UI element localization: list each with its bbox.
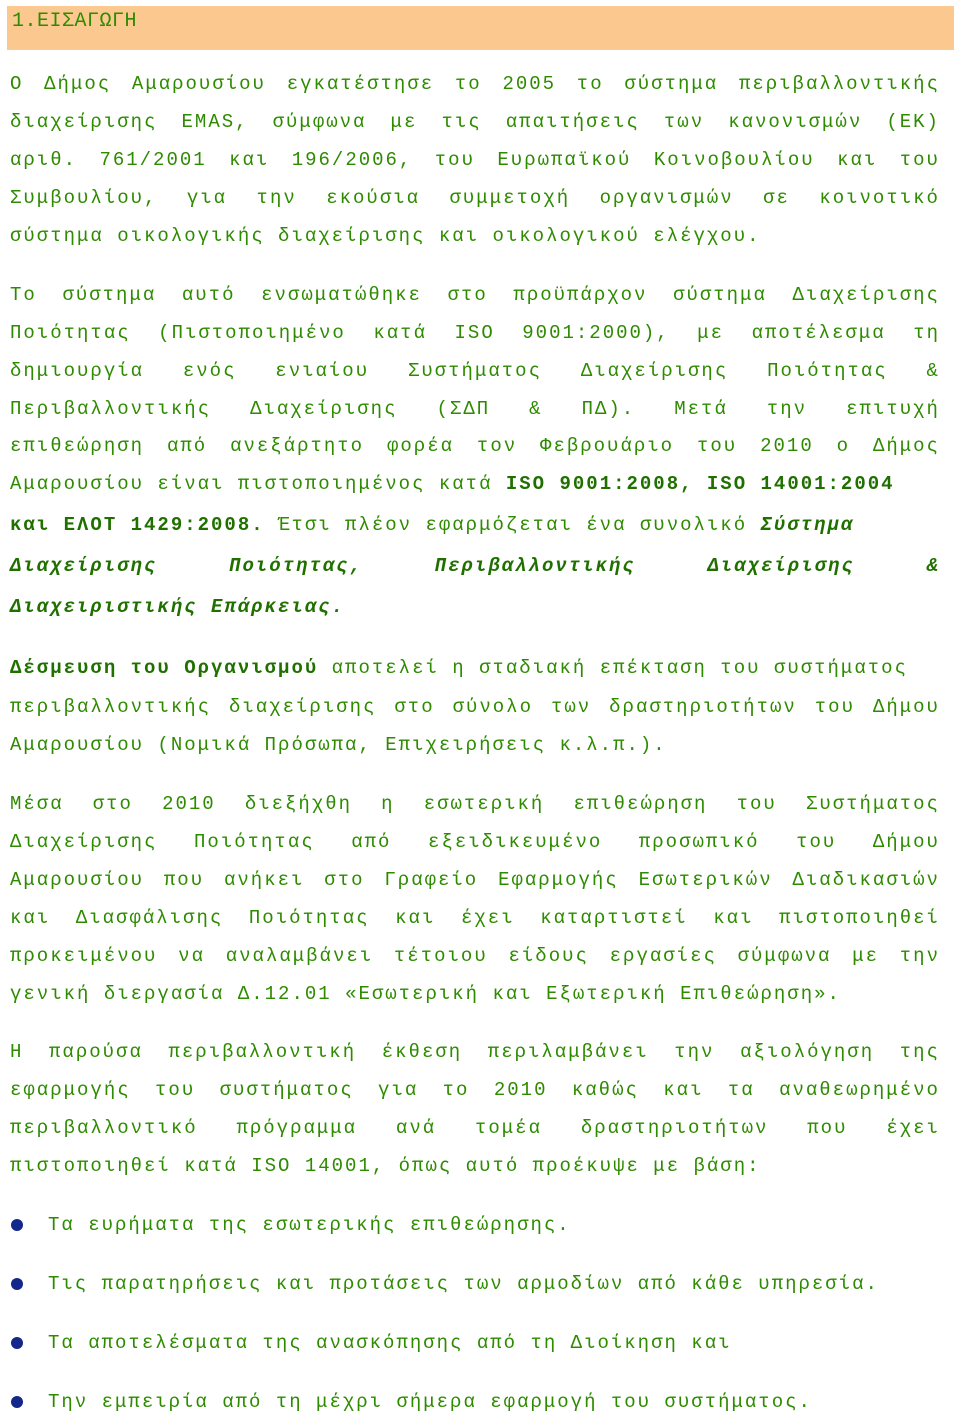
paragraph-5-line-1: Η παρούσα περιβαλλοντική έκθεση περιλαμβάνει την αξιολόγηση της xyxy=(10,1041,940,1063)
paragraph-1-line-5: σύστημα οικολογικής διαχείρισης και οικολογικού ελέγχου. xyxy=(10,225,761,247)
bullet-dot-icon xyxy=(11,1337,23,1349)
paragraph-3-line-1 xyxy=(10,656,940,680)
paragraph-3-line-2: περιβαλλοντικής διαχείρισης στο σύνολο των δραστηριοτήτων του Δήμου xyxy=(10,696,940,718)
bullet-dot-icon xyxy=(11,1278,23,1290)
paragraph-2-line-7 xyxy=(10,513,940,537)
iso-standards: ISO 9001:2008, ISO 14001:2004 xyxy=(505,473,895,495)
commitment-heading: Δέσμευση του Οργανισμού xyxy=(10,657,319,679)
paragraph-2-line-1: Το σύστημα αυτό ενσωματώθηκε στο προϋπάρχον σύστημα Διαχείρισης xyxy=(10,284,940,306)
paragraph-2-line-6 xyxy=(10,472,940,496)
paragraph-1-line-3: αριθ. 761/2001 και 196/2006, του Ευρωπαϊκού Κοινοβουλίου και του xyxy=(10,149,940,171)
paragraph-1-line-4: Συμβουλίου, για την εκούσια συμμετοχή οργανισμών σε κοινοτικό xyxy=(10,187,940,209)
elot-standard: και ΕΛΟΤ 1429:2008. xyxy=(10,514,265,536)
paragraph-1-line-2: διαχείρισης EMAS, σύμφωνα με τις απαιτήσεις των κανονισμών (ΕΚ) xyxy=(10,111,940,133)
commitment-text: αποτελεί η σταδιακή επέκταση του συστήματος xyxy=(318,657,908,679)
bullet-item: Την εμπειρία από τη μέχρι σήμερα εφαρμογή του συστήματος. xyxy=(48,1391,812,1413)
section-header xyxy=(7,6,954,50)
certified-text: Αμαρουσίου είναι πιστοποιημένος κατά xyxy=(10,473,506,495)
paragraph-2-line-3: δημιουργία ενός ενιαίου Συστήματος Διαχείρισης Ποιότητας & xyxy=(10,360,940,382)
paragraph-4-line-6: γενική διεργασία Δ.12.01 «Εσωτερική και Εξωτερική Επιθεώρηση». xyxy=(10,983,841,1005)
paragraph-4-line-1: Μέσα στο 2010 διεξήχθη η εσωτερική επιθεώρηση του Συστήματος xyxy=(10,793,940,815)
applied-text: Έτσι πλέον εφαρμόζεται ένα συνολικό xyxy=(264,514,761,536)
paragraph-3-line-3: Αμαρουσίου (Νομικά Πρόσωπα, Επιχειρήσεις κ.λ.π.). xyxy=(10,734,667,756)
section-title: 1.ΕΙΣΑΓΩΓΗ xyxy=(12,10,138,33)
paragraph-4-line-5: προκειμένου να αναλαμβάνει τέτοιου είδους εργασίες σύμφωνα με την xyxy=(10,945,940,967)
paragraph-2-line-5: επιθεώρηση από ανεξάρτητο φορέα τον Φεβρουάριο του 2010 ο Δήμος xyxy=(10,435,940,457)
bullet-dot-icon xyxy=(11,1219,23,1231)
bullet-item: Τα αποτελέσματα της ανασκόπησης από τη Διοίκηση και xyxy=(48,1332,732,1354)
paragraph-2-line-9: Διαχειριστικής Επάρκειας. xyxy=(10,596,346,618)
paragraph-5-line-4: πιστοποιηθεί κατά ISO 14001, όπως αυτό προέκυψε με βάση: xyxy=(10,1155,761,1177)
paragraph-5-line-3: περιβαλλοντικό πρόγραμμα ανά τομέα δραστηριοτήτων που έχει xyxy=(10,1117,940,1139)
paragraph-5-line-2: εφαρμογής του συστήματος για το 2010 καθώς και τα αναθεωρημένο xyxy=(10,1079,940,1101)
paragraph-4-line-4: και Διασφάλισης Ποιότητας και έχει καταρτιστεί και πιστοποιηθεί xyxy=(10,907,940,929)
paragraph-4-line-3: Αμαρουσίου που ανήκει στο Γραφείο Εφαρμογής Εσωτερικών Διαδικασιών xyxy=(10,869,940,891)
paragraph-4-line-2: Διαχείρισης Ποιότητας από εξειδικευμένο προσωπικό του Δήμου xyxy=(10,831,940,853)
bullet-item: Τα ευρήματα της εσωτερικής επιθεώρησης. xyxy=(48,1214,571,1236)
paragraph-2-line-8: Διαχείρισης Ποιότητας, Περιβαλλοντικής Διαχείρισης & xyxy=(10,555,940,577)
system-emphasis: Σύστημα xyxy=(760,514,855,536)
bullet-dot-icon xyxy=(11,1396,23,1408)
paragraph-2-line-2: Ποιότητας (Πιστοποιημένο κατά ISO 9001:2000), με αποτέλεσμα τη xyxy=(10,322,940,344)
paragraph-1-line-1: Ο Δήμος Αμαρουσίου εγκατέστησε το 2005 το σύστημα περιβαλλοντικής xyxy=(10,73,940,95)
paragraph-2-line-4: Περιβαλλοντικής Διαχείρισης (ΣΔΠ & ΠΔ). Μετά την επιτυχή xyxy=(10,398,940,420)
bullet-item: Τις παρατηρήσεις και προτάσεις των αρμοδίων από κάθε υπηρεσία. xyxy=(48,1273,879,1295)
